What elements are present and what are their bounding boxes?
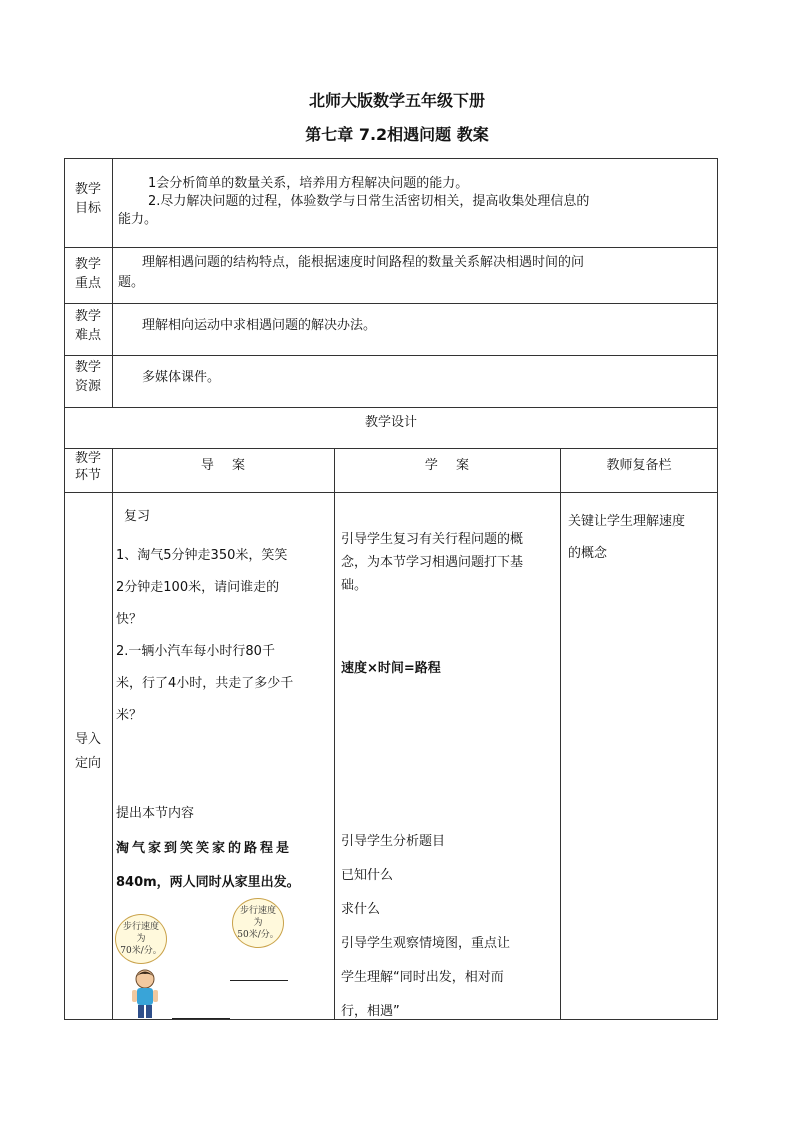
teacher-note: 关键让学生理解速度 的概念	[568, 514, 686, 561]
col-header-study: 学 案	[424, 458, 470, 473]
study-paragraph-1: 引导学生复习有关行程问题的概 念，为本节学习相遇问题打下基 础。	[341, 532, 524, 593]
col-divider	[560, 448, 561, 1020]
row-divider	[64, 355, 718, 356]
guide-review: 复习	[124, 509, 151, 524]
road-line	[172, 1018, 230, 1019]
col-header-teacher: 教师复备栏	[606, 458, 672, 473]
col-divider	[112, 158, 113, 407]
design-heading: 教学设计	[364, 415, 417, 430]
difficulty-text: 理解相向运动中求相遇问题的解决办法。	[142, 318, 377, 333]
row-divider	[64, 303, 718, 304]
study-formula: 速度×时间=路程	[341, 661, 441, 676]
goal-text: 1会分析简单的数量关系，培养用方程解决问题的能力。 2.尽力解决问题的过程，体验数学与日常生活密切相关，提高收集处理信息的 能力。	[118, 176, 590, 227]
boy-figure-icon	[128, 968, 162, 1020]
resource-text: 多媒体课件。	[142, 370, 221, 385]
col-divider	[112, 448, 113, 1020]
guide-question-1: 1、淘气5分钟走350米，笑笑 2分钟走100米，请问谁走的 快？	[116, 548, 288, 627]
label-resource: 教学 资源	[74, 360, 101, 394]
row-divider	[64, 407, 718, 408]
speed-bubble-right: 步行速度为 50米/分。	[232, 898, 284, 948]
guide-problem: 淘气家到笑笑家的路程是 840m，两人同时从家里出发。	[116, 841, 300, 890]
row-divider	[64, 448, 718, 449]
study-paragraph-2: 引导学生分析题目 已知什么 求什么 引导学生观察情境图，重点让 学生理解“同时出发，相对而 行，相遇”	[341, 834, 511, 1019]
speed-bubble-left: 步行速度为 70米/分。	[115, 914, 167, 964]
col-divider	[334, 448, 335, 1020]
row-divider	[64, 492, 718, 493]
guide-intro: 提出本节内容	[116, 806, 195, 821]
table-border-top	[64, 158, 718, 159]
guide-question-2: 2.一辆小汽车每小时行80千 米，行了4小时，共走了多少千 米？	[116, 644, 294, 723]
doc-subtitle: 第七章 7.2相遇问题 教案	[305, 125, 489, 144]
label-difficulty: 教学 难点	[74, 309, 101, 343]
col-header-stage: 教学 环节	[74, 451, 101, 483]
col-header-guide: 导 案	[200, 458, 246, 473]
key-text: 理解相遇问题的结构特点，能根据速度时间路程的数量关系解决相遇时间的问 题。	[118, 255, 585, 290]
lesson-table	[64, 158, 718, 1020]
table-border-right	[717, 158, 718, 1020]
label-key: 教学 重点	[74, 257, 101, 291]
road-line	[230, 980, 288, 981]
stage-label: 导入 定向	[74, 732, 101, 771]
label-goal: 教学 目标	[74, 182, 101, 216]
row-divider	[64, 247, 718, 248]
doc-title: 北师大版数学五年级下册	[308, 91, 485, 110]
